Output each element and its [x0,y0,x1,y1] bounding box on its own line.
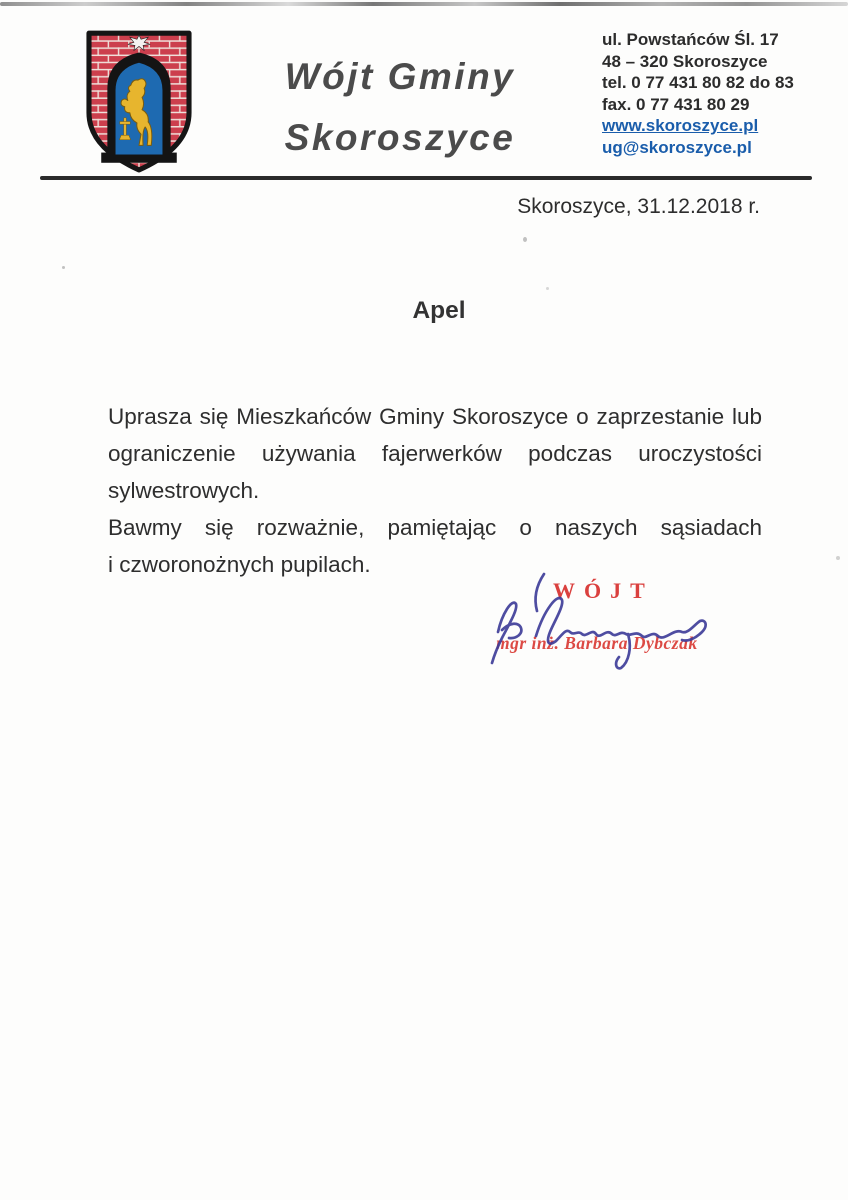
paragraph-1-line-2: ograniczenie używania fajerwerków podczas uroczystości [108,441,762,466]
header-divider [40,176,812,180]
sender-title-line1: Wójt Gminy [284,56,516,97]
handwritten-signature [478,570,728,675]
scan-speck [836,556,840,560]
contact-address-city: 48 – 320 Skoroszyce [602,51,768,71]
portal-step [111,155,166,161]
sender-title-line2: Skoroszyce [284,117,516,158]
paragraph-1-line-3: sylwestrowych. [108,478,260,503]
scan-speck [546,287,549,290]
paragraph-1-line-1: Uprasza się Mieszkańców Gminy Skoroszyce o zaprzestanie lub [108,404,762,429]
contact-fax: fax. 0 77 431 80 29 [602,94,750,114]
email-link: ug@skoroszyce.pl [602,137,752,157]
paragraph-2-line-1: Bawmy się rozważnie, pamiętając o naszych sąsiadach [108,515,762,540]
website-link: www.skoroszyce.pl [602,116,759,136]
date-line: Skoroszyce, 31.12.2018 r. [517,195,760,218]
paragraph-1 [108,398,762,509]
letter-body [108,398,762,583]
scan-speck [523,237,527,242]
sender-title [205,46,595,168]
stamp-name: mgr inż. Barbara Dybczak [496,633,698,653]
contact-phone: tel. 0 77 431 80 82 do 83 [602,73,794,93]
paragraph-2-line-2: i czworonożnych pupilach. [108,552,371,577]
contact-address-street: ul. Powstańców Śl. 17 [602,30,779,49]
scan-speck [62,266,65,269]
contact-block [602,29,794,159]
stamp-title: WÓJT [553,578,654,603]
letter-heading: Apel [412,297,466,324]
coat-of-arms [76,26,202,174]
scan-edge-artifact [0,2,848,6]
